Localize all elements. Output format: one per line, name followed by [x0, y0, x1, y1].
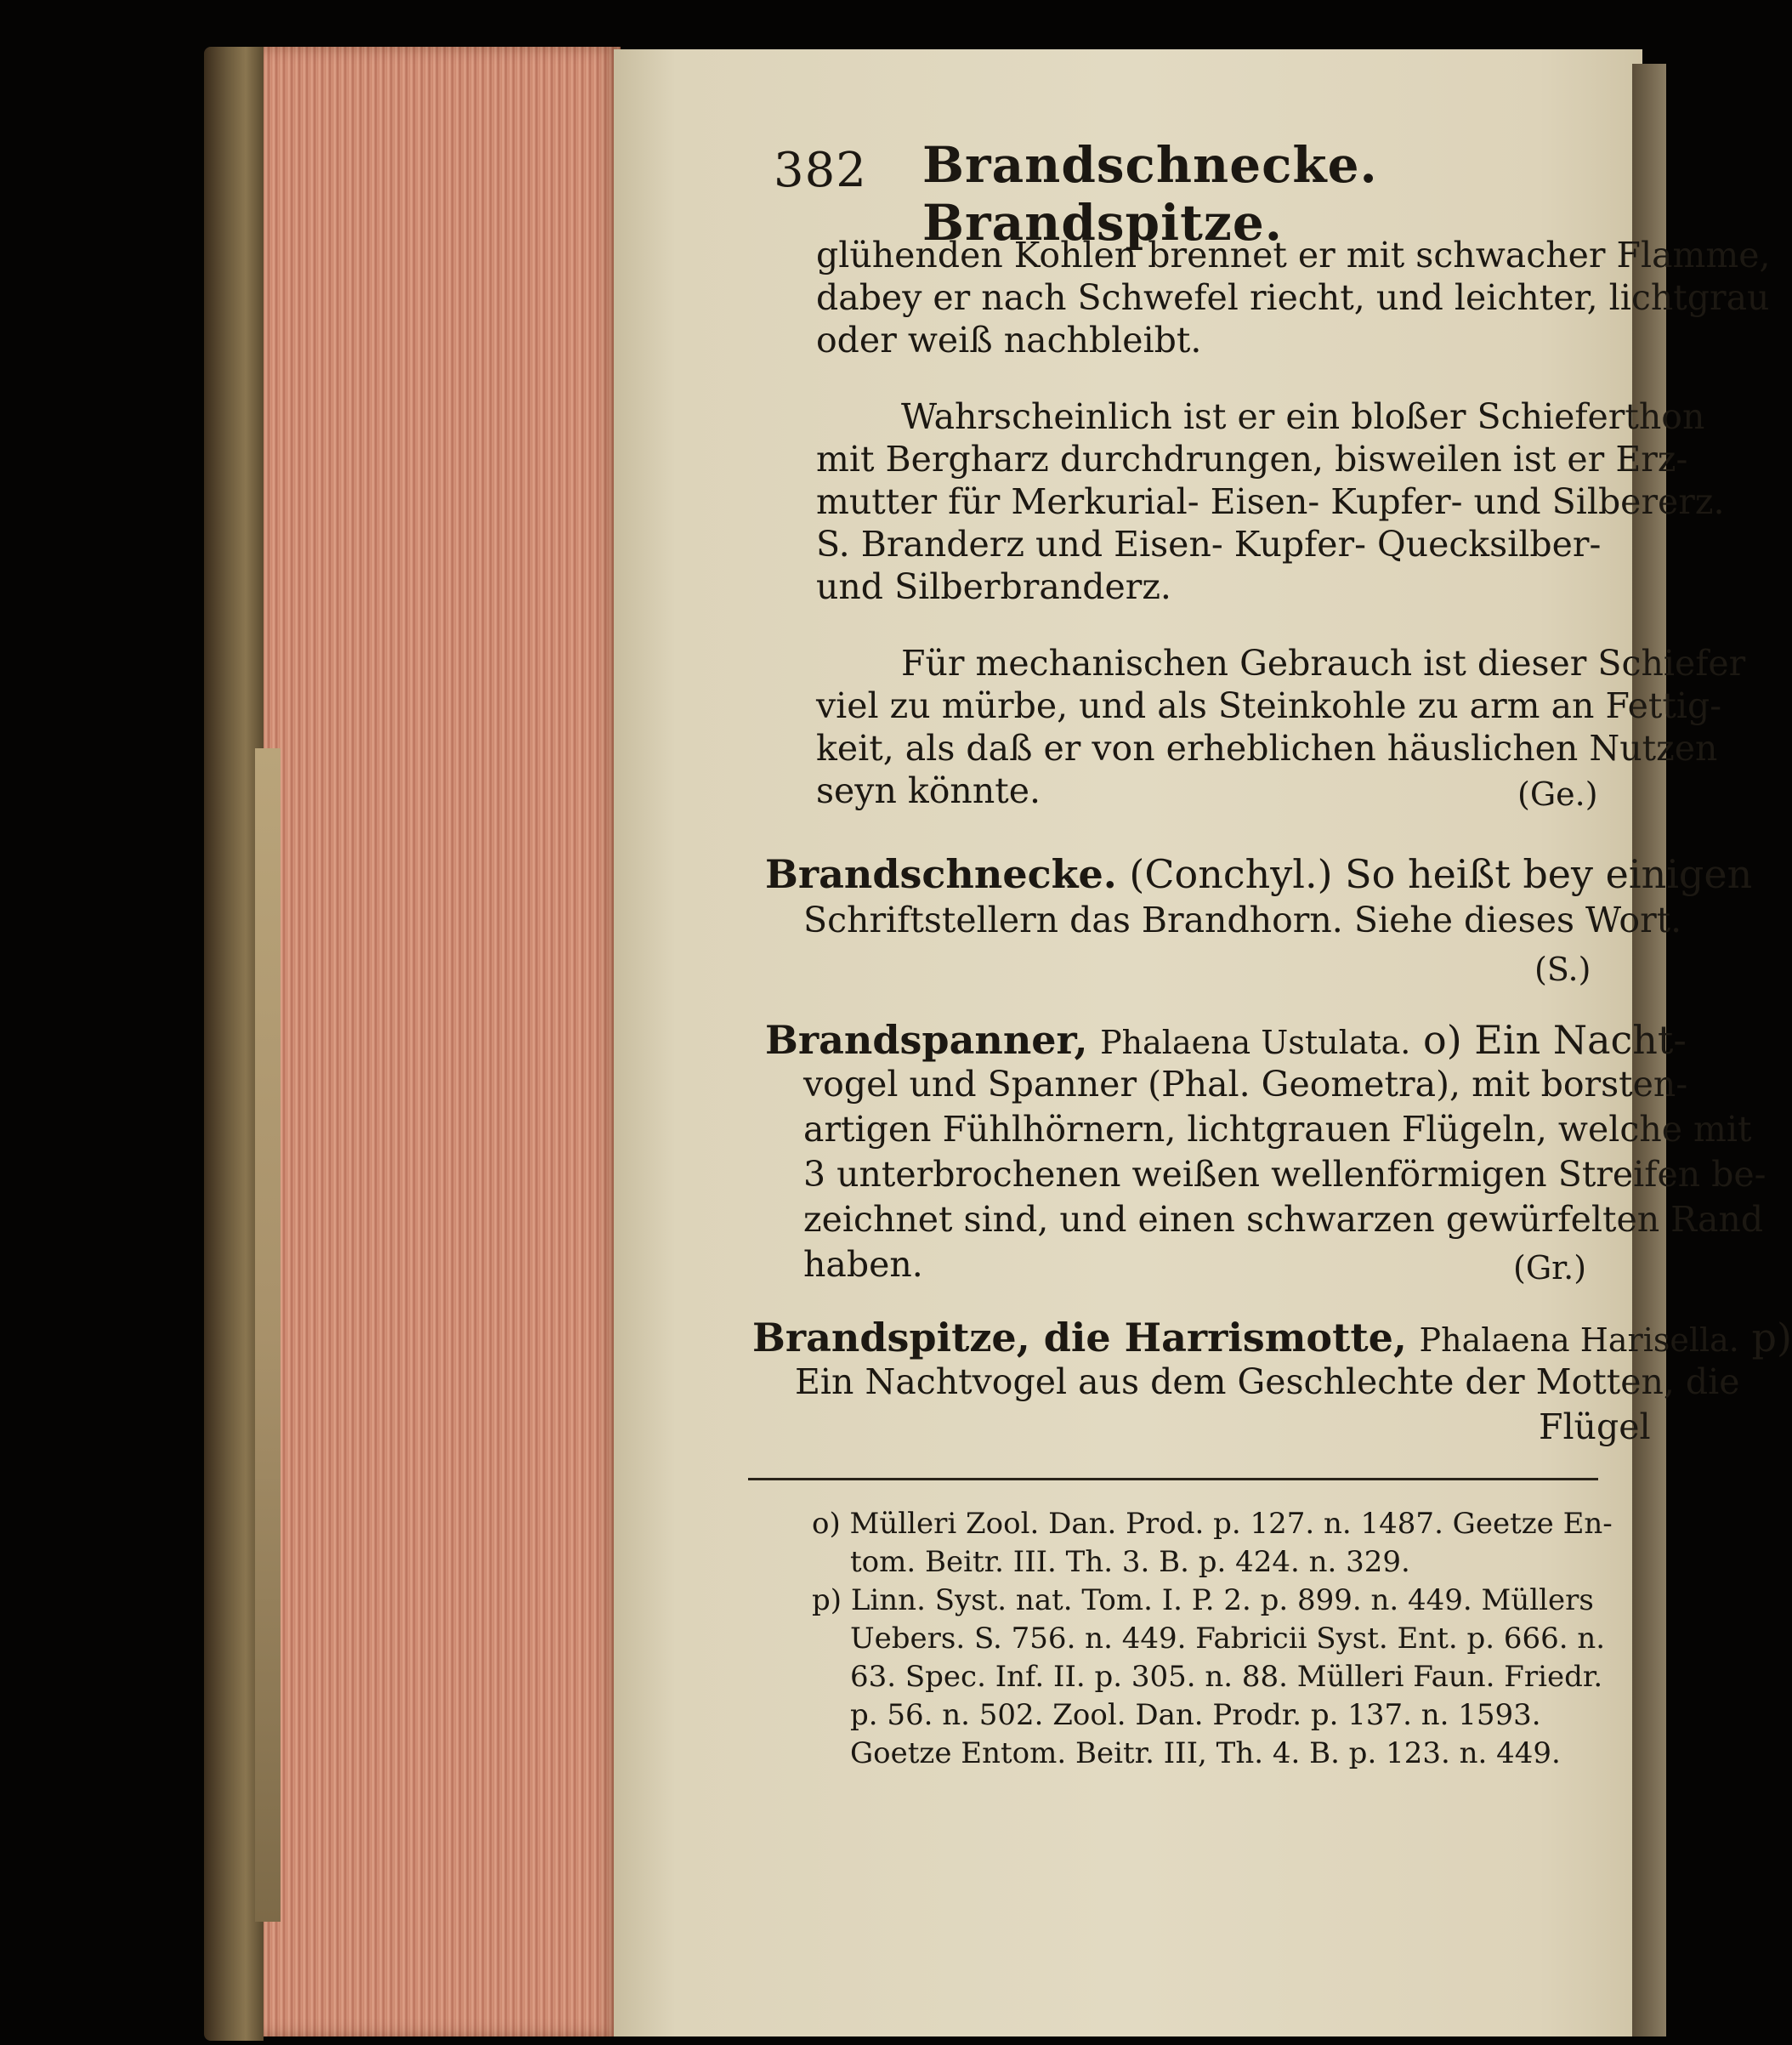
- text-line: vogel und Spanner (Phal. Geometra), mit borsten-: [803, 1064, 1688, 1105]
- text-line: mit Bergharz durchdrungen, bisweilen ist er Erz-: [816, 439, 1688, 480]
- running-head: Brandschnecke. Brandspitze.: [922, 136, 1378, 252]
- latin-name: Phalaena Ustulata.: [1100, 1024, 1411, 1061]
- headword: Brandspitze, die Harrismotte,: [752, 1315, 1407, 1360]
- footnote-line: p. 56. n. 502. Zool. Dan. Prodr. p. 137. n. 1593.: [850, 1698, 1541, 1732]
- entry-text: p): [1751, 1315, 1792, 1360]
- text-line: viel zu mürbe, und als Steinkohle zu arm an Fettig-: [816, 685, 1722, 726]
- footnote-line: Uebers. S. 756. n. 449. Fabricii Syst. Ent. p. 666. n.: [850, 1622, 1606, 1656]
- text-line: Für mechanischen Gebrauch ist dieser Schiefer: [901, 643, 1746, 684]
- text-line: 3 unterbrochenen weißen wellenförmigen Streifen be-: [803, 1154, 1766, 1195]
- catchword: Flügel: [1539, 1406, 1651, 1447]
- entry-line-brandspanner: [765, 1017, 1687, 1063]
- footnote-line: tom. Beitr. III. Th. 3. B. p. 424. n. 329.: [850, 1545, 1410, 1579]
- footnote-line: o) Mülleri Zool. Dan. Prod. p. 127. n. 1487. Geetze En-: [812, 1507, 1613, 1541]
- page-header: [748, 136, 1615, 252]
- footnote-rule: [748, 1478, 1598, 1480]
- author-signature: (S.): [1534, 951, 1591, 988]
- text-line: und Silberbranderz.: [816, 566, 1171, 607]
- text-line: Schriftstellern das Brandhorn. Siehe dieses Wort.: [803, 900, 1682, 940]
- entry-text: (Conchyl.) So heißt bey einigen: [1129, 851, 1753, 897]
- entry-line-brandschnecke: [765, 851, 1753, 897]
- latin-name: Phalaena Harisella.: [1419, 1321, 1739, 1359]
- headword: Brandschnecke.: [765, 851, 1117, 897]
- footnote-line: Goetze Entom. Beitr. III, Th. 4. B. p. 123. n. 449.: [850, 1736, 1561, 1770]
- text-line: zeichnet sind, und einen schwarzen gewürfelten Rand: [803, 1199, 1764, 1240]
- text-line: Wahrscheinlich ist er ein bloßer Schieferthon: [901, 396, 1705, 437]
- text-line: glühenden Kohlen brennet er mit schwacher Flamme,: [816, 235, 1771, 276]
- text-line: mutter für Merkurial- Eisen- Kupfer- und Silbererz.: [816, 481, 1725, 522]
- footnote-line: p) Linn. Syst. nat. Tom. I. P. 2. p. 899. n. 449. Müllers: [812, 1583, 1594, 1617]
- entry-line-brandspitze: [752, 1315, 1792, 1360]
- author-signature: (Gr.): [1513, 1249, 1587, 1287]
- author-signature: (Ge.): [1517, 775, 1598, 813]
- worn-cover-edge: [255, 748, 281, 1922]
- entry-text: o) Ein Nacht-: [1423, 1017, 1687, 1063]
- headword: Brandspanner,: [765, 1017, 1088, 1063]
- footnote-line: 63. Spec. Inf. II. p. 305. n. 88. Mülleri Faun. Friedr.: [850, 1660, 1603, 1694]
- text-line: artigen Fühlhörnern, lichtgrauen Flügeln, welche mit: [803, 1109, 1752, 1150]
- text-line: oder weiß nachbleibt.: [816, 320, 1202, 361]
- text-line: keit, als daß er von erheblichen häuslichen Nutzen: [816, 728, 1718, 769]
- text-line: dabey er nach Schwefel riecht, und leichter, lichtgrau: [816, 277, 1770, 318]
- text-line: haben.: [803, 1244, 923, 1285]
- text-line: S. Branderz und Eisen- Kupfer- Quecksilber-: [816, 524, 1602, 565]
- page-block-edges: [264, 47, 621, 2036]
- page-number: 382: [774, 143, 867, 198]
- text-line: seyn könnte.: [816, 770, 1041, 811]
- text-line: Ein Nachtvogel aus dem Geschlechte der Motten, die: [795, 1361, 1740, 1402]
